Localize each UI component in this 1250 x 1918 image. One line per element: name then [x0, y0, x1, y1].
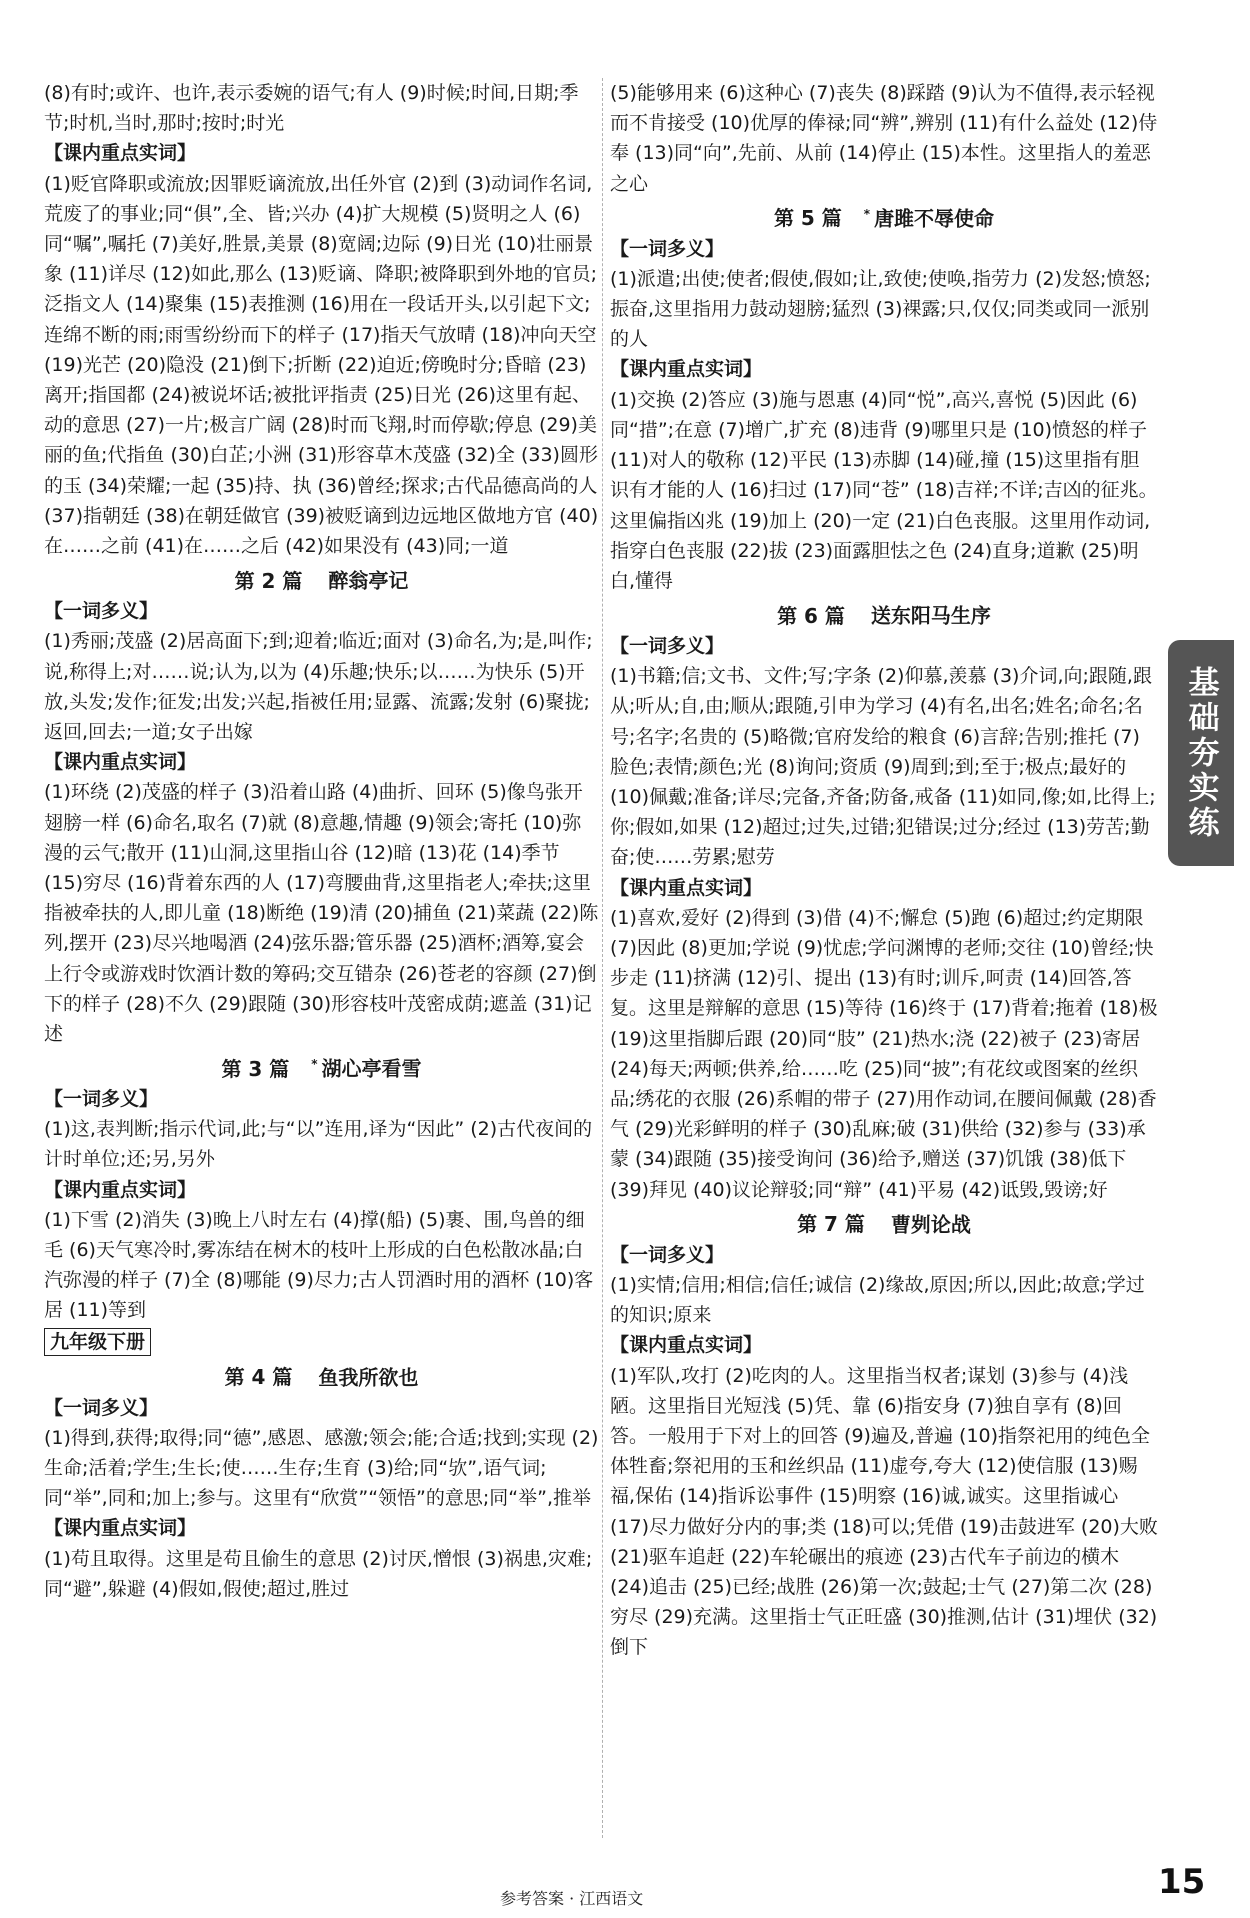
- column-divider: [602, 78, 603, 1838]
- section-heading: 【一词多义】: [610, 1243, 725, 1266]
- answer-paragraph: (1)这,表判断;指示代词,此;与“以”连用,译为“因此” (2)古代夜间的计时单位;还;另,另外: [44, 1118, 593, 1171]
- section-heading: 【一词多义】: [44, 600, 159, 623]
- article-name: 醉翁亭记: [328, 568, 409, 593]
- article-number: 第 7 篇: [797, 1212, 865, 1237]
- answer-paragraph: (1)实情;信用;相信;信任;诚信 (2)缘故,原因;所以,因此;故意;学过的知识;原来: [610, 1273, 1145, 1327]
- section-heading: 【课内重点实词】: [44, 1178, 197, 1201]
- section-heading: 【课内重点实词】: [610, 1334, 763, 1357]
- grade-label-row: [44, 1326, 599, 1358]
- answer-paragraph: (1)下雪 (2)消失 (3)晚上八时左右 (4)撑(船) (5)裹、围,鸟兽的细毛 (6)天气寒冷时,雾冻结在树木的枝叶上形成的白色松散冰晶;白汽弥漫的样子 (7)全 (8)哪能 (9)尽力;古人罚酒时用的酒杯 (10)客居 (11)等到: [44, 1208, 594, 1322]
- answer-paragraph: (1)环绕 (2)茂盛的样子 (3)沿着山路 (4)曲折、回环 (5)像鸟张开翅膀一样 (6)命名,取名 (7)就 (8)意趣,情趣 (9)领会;寄托 (10)弥漫的云气;散开 (11)山洞,这里指山谷 (12)暗 (13)花 (14)季节 (15)穷尽 (16)背着东西的人 (17)弯腰曲背,这里指老人;牵扶;这里指被牵扶的人,即儿童 (18)断绝 (19)清 (20)捕鱼 (21)菜蔬 (22)陈列,摆开 (23)尽兴地喝酒 (24)弦乐器;管乐器 (25)酒杯;酒筹,宴会上行令或游戏时饮酒计数的筹码;交互错杂 (26)苍老的容颜 (27)倒下的样子 (28)不久 (29)跟随 (30)形容枝叶茂密成荫;遮盖 (31)记述: [44, 781, 599, 1045]
- section-heading: 【一词多义】: [44, 1396, 159, 1419]
- article-name: 送东阳马生序: [870, 603, 991, 628]
- grade-label: 九年级下册: [44, 1328, 151, 1356]
- section-heading: 【一词多义】: [610, 237, 725, 260]
- answer-paragraph: (8)有时;或许、也许,表示委婉的语气;有人 (9)时候;时间,日期;季节;时机,当时,那时;按时;时光: [44, 82, 579, 135]
- article-number: 第 2 篇: [234, 568, 303, 593]
- answer-paragraph: (1)书籍;信;文书、文件;写;字条 (2)仰慕,羡慕 (3)介词,向;跟随,跟从;听从;自,由;顺从;跟随,引申为学习 (4)有名,出名;姓名;命名;名号;名字;名贵的 (5)略微;官府发给的粮食 (6)言辞;告别;推托 (7)脸色;表情;颜色;光 (8)询问;资质 (9)周到;到;至于;极点;最好的 (10)佩戴;准备;详尽;完备,齐备;防备,戒备 (11)如同,像;如,比得上;你;假如,如果 (12)超过;过失,过错;犯错误;过分;经过 (13)劳苦;勤奋;使……劳累;慰劳: [610, 665, 1156, 869]
- article-title: [610, 1205, 1158, 1240]
- article-title: [610, 199, 1158, 234]
- answer-paragraph: (1)苟且取得。这里是苟且偷生的意思 (2)讨厌,憎恨 (3)祸患,灾难;同“避”,躲避 (4)假如,假使;超过,胜过: [44, 1547, 593, 1600]
- article-title: [44, 1049, 599, 1084]
- answer-paragraph: (1)派遣;出使;使者;假使,假如;让,致使;使唤,指劳力 (2)发怒;愤怒;振奋,这里指用力鼓动翅膀;猛烈 (3)裸露;只,仅仅;同类或同一派别的人: [610, 267, 1151, 351]
- right-column: [610, 78, 1158, 1663]
- article-title: [44, 561, 599, 596]
- article-name: 湖心亭看雪: [321, 1056, 422, 1081]
- article-name: 唐雎不辱使命: [874, 206, 995, 231]
- article-title: [610, 596, 1158, 631]
- section-heading: 【课内重点实词】: [610, 876, 763, 899]
- section-heading: 【一词多义】: [44, 1088, 159, 1111]
- answer-paragraph: (5)能够用来 (6)这种心 (7)丧失 (8)踩踏 (9)认为不值得,表示轻视而不肯接受 (10)优厚的俸禄;同“辨”,辨别 (11)有什么益处 (12)侍奉 (13)同“向”,先前、从前 (14)停止 (15)本性。这里指人的羞恶之心: [610, 82, 1158, 195]
- asterisk-mark: *: [863, 206, 871, 221]
- side-tab: [1168, 640, 1234, 866]
- answer-paragraph: (1)军队,攻打 (2)吃肉的人。这里指当权者;谋划 (3)参与 (4)浅陋。这里指目光短浅 (5)凭、靠 (6)指安身 (7)独自享有 (8)回答。一般用于下对上的回答 (9)遍及,普遍 (10)指祭祀用的纯色全体牲畜;祭祀用的玉和丝织品 (11)虚夸,夸大 (12)使信服 (13)赐福,保佑 (14)指诉讼事件 (15)明察 (16)诚,诚实。这里指诚心 (17)尽力做好分内的事;类 (18)可以;凭借 (19)击鼓进军 (20)大败 (21)驱车追赶 (22)车轮碾出的痕迹 (23)古代车子前边的横木 (24)追击 (25)已经;战胜 (26)第一次;鼓起;士气 (27)第二次 (28)穷尽 (29)充满。这里指士气正旺盛 (30)推测,估计 (31)埋伏 (32)倒下: [610, 1364, 1158, 1659]
- article-number: 第 5 篇: [773, 206, 842, 231]
- answer-paragraph: (1)得到,获得;取得;同“德”,感恩、感激;领会;能;合适;找到;实现 (2)生命;活着;学生;生长;使……生存;生育 (3)给;同“欤”,语气词;同“举”,同和;加上;参与。这里有“欣赏”“领悟”的意思;同“举”,推举: [44, 1426, 599, 1510]
- asterisk-mark: *: [311, 1057, 318, 1072]
- article-name: 曹刿论战: [890, 1212, 971, 1237]
- answer-paragraph: (1)贬官降职或流放;因罪贬谪流放,出任外官 (2)到 (3)动词作名词,荒废了的事业;同“俱”,全、皆;兴办 (4)扩大规模 (5)贤明之人 (6)同“嘱”,嘱托 (7)美好,胜景,美景 (8)宽阔;边际 (9)日光 (10)壮丽景象 (11)详尽 (12)如此,那么 (13)贬谪、降职;被降职到外地的官员;泛指文人 (14)聚集 (15)表推测 (16)用在一段话开头,以引起下文;连绵不断的雨;雨雪纷纷而下的样子 (17)指天气放晴 (18)冲向天空 (19)光芒 (20)隐没 (21)倒下;折断 (22)迫近;傍晚时分;昏暗 (23)离开;指国都 (24)被说坏话;被批评指责 (25)日光 (26)这里有起、动的意思 (27)一片;极言广阔 (28)时而飞翔,时而停歇;停息 (29)美丽的鱼;代指鱼 (30)白芷;小洲 (31)形容草木茂盛 (32)全 (33)圆形的玉 (34)荣耀;一起 (35)持、执 (36)曾经;探求;古代品德高尚的人 (37)指朝廷 (38)在朝廷做官 (39)被贬谪到边远地区做地方官 (40)在……之前 (41)在……之后 (42)如果没有 (43)同;一道: [44, 172, 599, 558]
- section-heading: 【课内重点实词】: [44, 751, 197, 774]
- article-title: [44, 1358, 599, 1393]
- article-number: 第 4 篇: [224, 1365, 293, 1390]
- left-column: [44, 78, 599, 1604]
- article-number: 第 3 篇: [221, 1056, 290, 1081]
- article-number: 第 6 篇: [777, 603, 845, 628]
- section-heading: 【课内重点实词】: [44, 142, 197, 165]
- section-heading: 【课内重点实词】: [610, 358, 763, 381]
- section-heading: 【课内重点实词】: [44, 1517, 197, 1540]
- footer-text: 参考答案 · 江西语文: [500, 1889, 644, 1908]
- section-heading: 【一词多义】: [610, 634, 725, 657]
- answer-paragraph: (1)交换 (2)答应 (3)施与恩惠 (4)同“悦”,高兴,喜悦 (5)因此 (6)同“措”;在意 (7)增广,扩充 (8)违背 (9)哪里只是 (10)愤怒的样子 (11)对人的敬称 (12)平民 (13)赤脚 (14)碰,撞 (15)这里指有胆识有才能的人 (16)扫过 (17)同“苍” (18)吉祥;不详;吉凶的征兆。这里偏指凶兆 (19)加上 (20)一定 (21)白色丧服。这里用作动词,指穿白色丧服 (22)拔 (23)面露胆怯之色 (24)直身;道歉 (25)明白,懂得: [610, 388, 1158, 592]
- page-number: 15: [1158, 1862, 1206, 1902]
- answer-paragraph: (1)秀丽;茂盛 (2)居高面下;到;迎着;临近;面对 (3)命名,为;是,叫作;说,称得上;对……说;认为,以为 (4)乐趣;快乐;以……为快乐 (5)开放,头发;发作;征发;出发;兴起,指被任用;显露、流露;发射 (6)聚拢;返回,回去;一道;女子出嫁: [44, 630, 593, 743]
- article-name: 鱼我所欲也: [318, 1365, 419, 1390]
- side-tab-label: 基础夯实练: [1182, 665, 1219, 841]
- answer-paragraph: (1)喜欢,爱好 (2)得到 (3)借 (4)不;懈怠 (5)跑 (6)超过;约定期限 (7)因此 (8)更加;学说 (9)忧虑;学问渊博的老师;交往 (10)曾经;快步走 (11)挤满 (12)引、提出 (13)有时;训斥,呵责 (14)回答,答复。这里是辩解的意思 (15)等待 (16)终于 (17)背着;拖着 (18)极 (19)这里指脚后跟 (20)同“肢” (21)热水;浇 (22)被子 (23)寄居 (24)每天;两顿;供养,给……吃 (25)同“披”;有花纹或图案的丝织品;绣花的衣服 (26)系帽的带子 (27)用作动词,在腰间佩戴 (28)香气 (29)光彩鲜明的样子 (30)乱麻;破 (31)供给 (32)参与 (33)承蒙 (34)跟随 (35)接受询问 (36)给予,赠送 (37)饥饿 (38)低下 (39)拜见 (40)议论辩驳;同“辩” (41)平易 (42)诋毁,毁谤;好: [610, 906, 1158, 1201]
